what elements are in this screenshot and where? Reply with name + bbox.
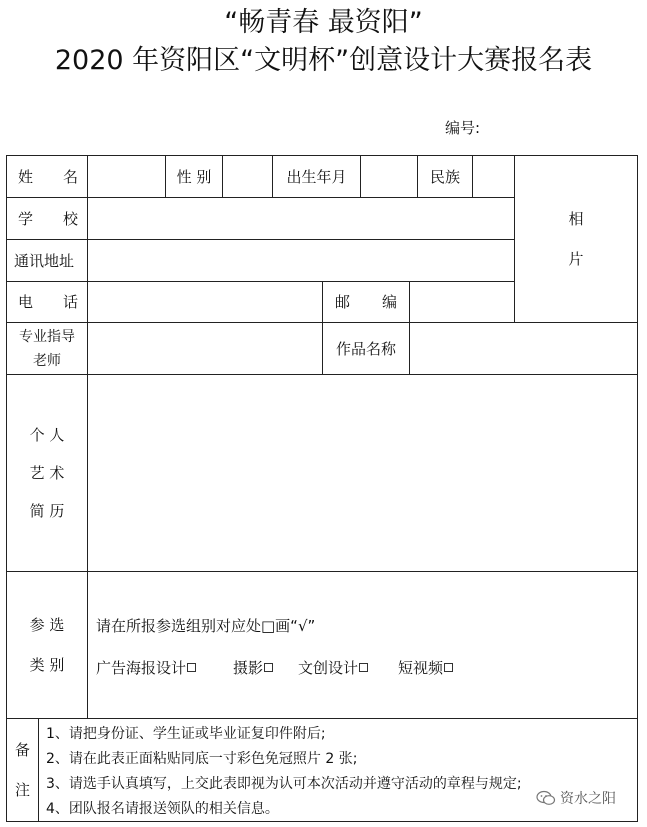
address-field[interactable] [88,240,514,281]
advisor-field[interactable] [88,323,322,374]
school-field[interactable] [88,198,514,239]
name-label: 姓 名 [18,167,78,186]
serial-number-label: 编号: [445,119,481,137]
category-option-cultural-design[interactable]: 文创设计 [298,657,368,678]
remark-item: 4、团队报名请报送领队的相关信息。 [46,801,279,817]
school-label: 学 校 [18,209,78,228]
ethnicity-field[interactable] [473,156,514,197]
bio-label: 个 人 艺 术 简 历 [29,426,65,520]
phone-label: 电 话 [18,293,78,311]
remark-item: 1、请把身份证、学生证或毕业证复印件附后; [46,726,326,742]
category-option-poster[interactable]: 广告海报设计 [96,657,196,678]
gender-label: 性 别 [176,167,212,186]
phone-field[interactable] [88,282,322,322]
bio-field[interactable] [88,375,637,571]
form-title-line1: “畅青春 最资阳” [224,7,423,38]
checkbox-icon[interactable] [264,663,273,672]
wechat-icon [536,790,556,806]
birth-date-field[interactable] [361,156,417,197]
category-option-short-video[interactable]: 短视频 [398,657,453,678]
name-field[interactable] [88,156,165,197]
category-label: 参 选 类 别 [29,616,65,674]
address-label: 通讯地址 [14,251,75,270]
work-name-field[interactable] [410,323,637,374]
watermark-text: 资水之阳 [560,791,616,807]
remark-item: 2、请在此表正面粘贴同底一寸彩色免冠照片 2 张; [46,751,358,767]
form-title-line2: 2020 年资阳区“文明杯”创意设计大赛报名表 [54,45,593,76]
remarks-label: 备 注 [14,741,30,799]
checkbox-icon[interactable] [187,663,196,672]
advisor-label: 专业指导 老师 [19,328,75,369]
work-name-label: 作品名称 [335,339,396,358]
postcode-field[interactable] [410,282,514,322]
category-option-photography[interactable]: 摄影 [233,657,273,678]
photo-area[interactable]: 相 片 [568,210,584,268]
category-instruction: 请在所报参选组别对应处□画“√” [96,617,316,635]
ethnicity-label: 民族 [429,167,460,186]
remark-item: 3、请选手认真填写，上交此表即视为认可本次活动并遵守活动的章程与规定; [46,776,522,792]
gender-field[interactable] [223,156,272,197]
checkbox-icon[interactable] [444,663,453,672]
birth-date-label: 出生年月 [286,167,347,186]
watermark [536,788,616,808]
postcode-label: 邮 编 [335,293,397,311]
checkbox-icon[interactable] [359,663,368,672]
